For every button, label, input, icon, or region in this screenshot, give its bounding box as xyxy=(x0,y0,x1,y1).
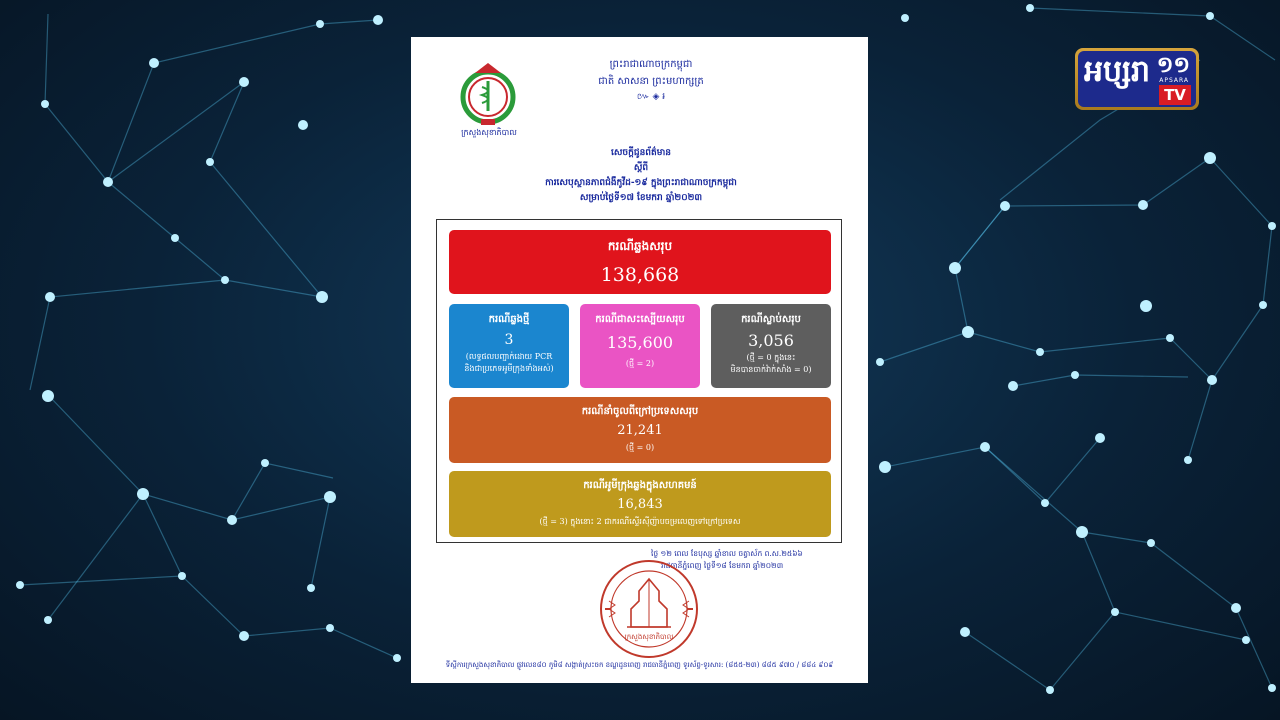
recovered-value: 135,600 xyxy=(606,333,674,352)
header-ornament: ៚ ◈ ៛ xyxy=(636,92,666,102)
deaths-label: ករណីស្លាប់សរុប xyxy=(741,314,801,325)
release-title-3: ការសេបុស្ថានភាពជំងឺកូវីដ-១៩ ក្នុងព្រះរាជាណាចក្រកម្ពុជា xyxy=(545,178,737,188)
release-title-2: ស្ដីពី xyxy=(633,163,649,173)
logo-channel-number: ១១ xyxy=(1156,53,1190,78)
logo-main-text: អប្សរា xyxy=(1084,54,1151,89)
new-cases-value: 3 xyxy=(504,332,514,348)
recovered-box xyxy=(580,304,700,388)
deaths-note-1: (ថ្មី = 0 ក្នុងនេះ xyxy=(746,353,796,362)
new-cases-note-1: (លទ្ធផលបញ្ជាក់ដោយ PCR xyxy=(465,352,553,361)
deaths-note-2: មិនបានចាក់វ៉ាក់សាំង = 0) xyxy=(730,365,812,374)
new-cases-box xyxy=(449,304,569,388)
statistics-frame xyxy=(436,219,842,543)
ministry-stamp-icon xyxy=(597,557,701,661)
ministry-emblem-icon xyxy=(455,61,521,129)
ministry-name: ក្រសួងសុខាភិបាល xyxy=(461,128,517,137)
stamp-text: ក្រសួងសុខាភិបាល xyxy=(624,633,674,641)
release-title-4: សម្រាប់ថ្ងៃទី១៧ ខែមករា ឆ្នាំ២០២៣ xyxy=(579,193,703,203)
community-cases-label: ករណីអូមីក្រុងឆ្លងក្នុងសហគមន៍ xyxy=(583,480,697,491)
new-cases-note-2: និងជាប្រភេទអូមីក្រុងទាំងអស់) xyxy=(464,364,554,373)
community-cases-value: 16,843 xyxy=(617,497,663,512)
total-cases-label: ករណីឆ្លងសរុប xyxy=(607,239,673,253)
ministry-address-footer: ទីស្តីការក្រសួងសុខាភិបាល ផ្លូវលេខ៨០ ភូមិ៨ សង្កាត់ស្រះចក ខណ្ឌដូនពេញ រាជធានីភ្នំពេញ ទូរស័ព្ទ-ទូរសារ: (៨៥៥-២៣) ៨៨៥ ៩៧០ / ៨៨៤ ៩០៩ xyxy=(445,661,834,669)
total-cases-value: 138,668 xyxy=(600,264,680,286)
lunar-dateline: ថ្ងៃ ១២ ពេល ខែបុស្ស ឆ្នាំខាល ចត្វាស័ក ព.ស.២៥៦៦ xyxy=(651,549,803,558)
imported-cases-value: 21,241 xyxy=(617,423,663,438)
imported-cases-note: (ថ្មី = 0) xyxy=(625,443,655,452)
new-cases-label: ករណីឆ្លងថ្មី xyxy=(488,314,530,325)
deaths-box xyxy=(711,304,831,388)
deaths-value: 3,056 xyxy=(748,331,794,350)
recovered-label: ករណីជាសះស្បើយសរុប xyxy=(595,314,685,325)
community-cases-note: (ថ្មី = 3) ក្នុងនោះ 2 ជាករណីស្ទើរស៊ីញ៉ាបចម្រលេញទៅក្រៅប្រទេស xyxy=(539,517,741,526)
logo-tv-badge: TV xyxy=(1159,85,1191,105)
logo-sub-text: APSARA xyxy=(1159,77,1189,84)
recovered-note: (ថ្មី = 2) xyxy=(625,359,655,368)
community-cases-box xyxy=(449,471,831,537)
imported-cases-box xyxy=(449,397,831,463)
kingdom-title: ព្រះរាជាណាចក្រកម្ពុជា xyxy=(609,59,693,70)
release-title-1: សេចក្ដីជូនព័ត៌មាន xyxy=(611,148,671,158)
apsara-tv-logo xyxy=(1075,48,1199,110)
imported-cases-label: ករណីនាំចូលពីក្រៅប្រទេសសរុប xyxy=(581,406,699,417)
total-cases-box xyxy=(449,230,831,294)
national-motto: ជាតិ សាសនា ព្រះមហាក្សត្រ xyxy=(598,76,704,87)
gregorian-dateline: រាជធានីភ្នំពេញ ថ្ងៃទី១៨ ខែមករា ឆ្នាំ២០២៣ xyxy=(661,561,784,570)
press-release-document xyxy=(411,37,868,683)
